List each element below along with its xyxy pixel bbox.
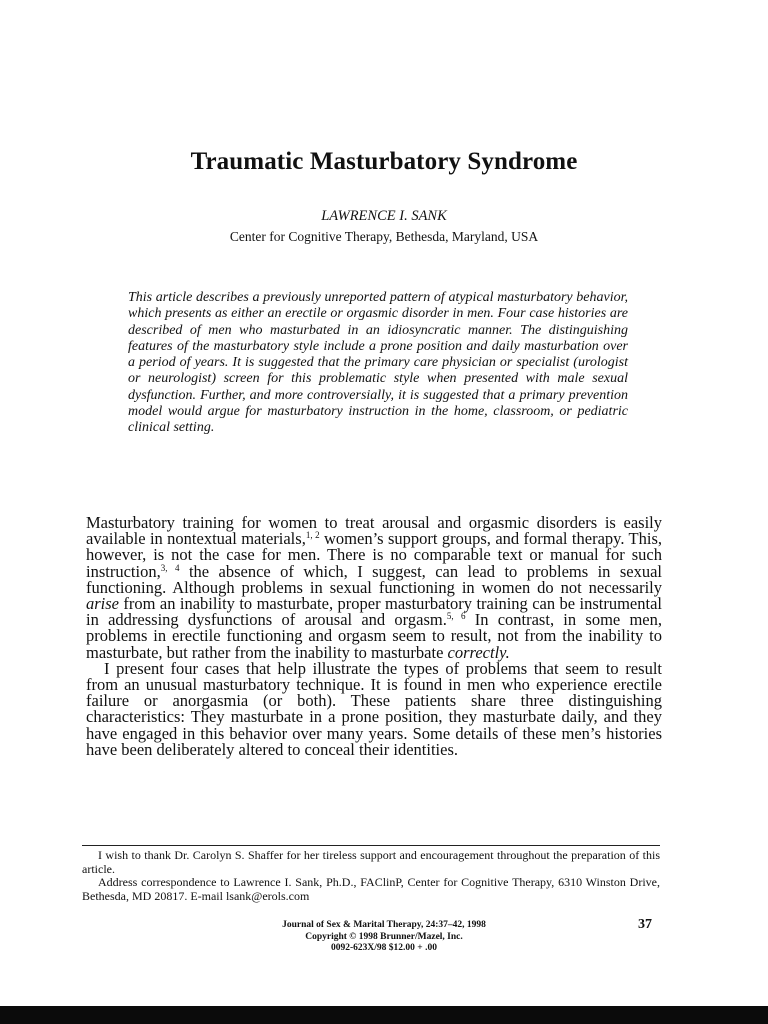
footnote-acknowledgment: I wish to thank Dr. Carolyn S. Shaffer for her tireless support and encouragement throughout the preparation of this article. [82, 848, 660, 876]
footnote-correspondence: Address correspondence to Lawrence I. Sank, Ph.D., FAClinP, Center for Cognitive Therapy, 6310 Winston Drive, Bethesda, MD 20817. E-mail lsank@erols.com [82, 875, 660, 903]
body-text [86, 515, 662, 758]
abstract: This article describes a previously unreported pattern of atypical masturbatory behavior, which presents as either an erectile or orgasmic disorder in men. Four case histories are described of men who masturbated in an idiosyncratic manner. The distinguishing features of the masturbatory style include a prone position and daily masturbation over a period of years. It is suggested that the primary care physician or specialist (urologist or neurologist) screen for this problematic style when presented with male sexual dysfunction. Further, and more controversially, it is suggested that a primary prevention model would argue for masturbatory instruction in the home, classroom, or pediatric clinical setting. [128, 290, 628, 436]
journal-citation [0, 920, 768, 955]
body-text-segment: women’s support groups, and formal therapy. This, however, is not the case for men. There is no comparable text or manual for such instruction, [86, 529, 662, 581]
article-title: Traumatic Masturbatory Syndrome [190, 148, 578, 175]
body-text-segment: Masturbatory training for women to treat arousal and orgasmic disorders is easily available in nontextual materials, [86, 513, 662, 549]
emphasis-text: correctly. [447, 642, 510, 662]
body-text-segment: In contrast, in some men, problems in erectile functioning and orgasm seem to result, not from the inability to masturbate, but rather from the inability to masturbate [86, 610, 663, 662]
journal-line: Journal of Sex & Marital Therapy, 24:37–42, 1998 [282, 920, 486, 930]
author-affiliation: Center for Cognitive Therapy, Bethesda, Maryland, USA [229, 229, 539, 244]
author-name: LAWRENCE I. SANK [321, 208, 447, 224]
body-text-segment: from an inability to masturbate, proper masturbatory training can be instrumental in addressing dysfunctions of arousal and orgasm. [86, 594, 662, 630]
page-number: 37 [638, 917, 652, 932]
body-text-segment: the absence of which, I suggest, can lead to problems in sexual functioning. Although problems in sexual functioning in women do not necessarily [86, 561, 663, 597]
reference-marker: 5, 6 [446, 611, 466, 622]
reference-marker: 1, 2 [305, 530, 320, 541]
copyright-line: Copyright © 1998 Brunner/Mazel, Inc. [305, 931, 463, 942]
footnotes [82, 849, 660, 903]
emphasis-text: arise [86, 594, 119, 614]
footnote-divider [82, 845, 660, 846]
scan-bottom-edge [0, 1006, 768, 1024]
reference-marker: 3, 4 [160, 562, 180, 573]
issn-price-line: 0092-623X/98 $12.00 + .00 [331, 943, 437, 953]
body-paragraph-2: I present four cases that help illustrate the types of problems that seem to result from an unusual masturbatory technique. It is found in men who experience erectile failure or anorgasmia (or both). These patients share three distinguishing characteristics: They masturbate in a prone position, they masturbate daily, and they have engaged in this behavior over many years. Some details of these men’s histories have been deliberately altered to conceal their identities. [86, 658, 662, 759]
body-paragraph-1 [86, 515, 662, 661]
